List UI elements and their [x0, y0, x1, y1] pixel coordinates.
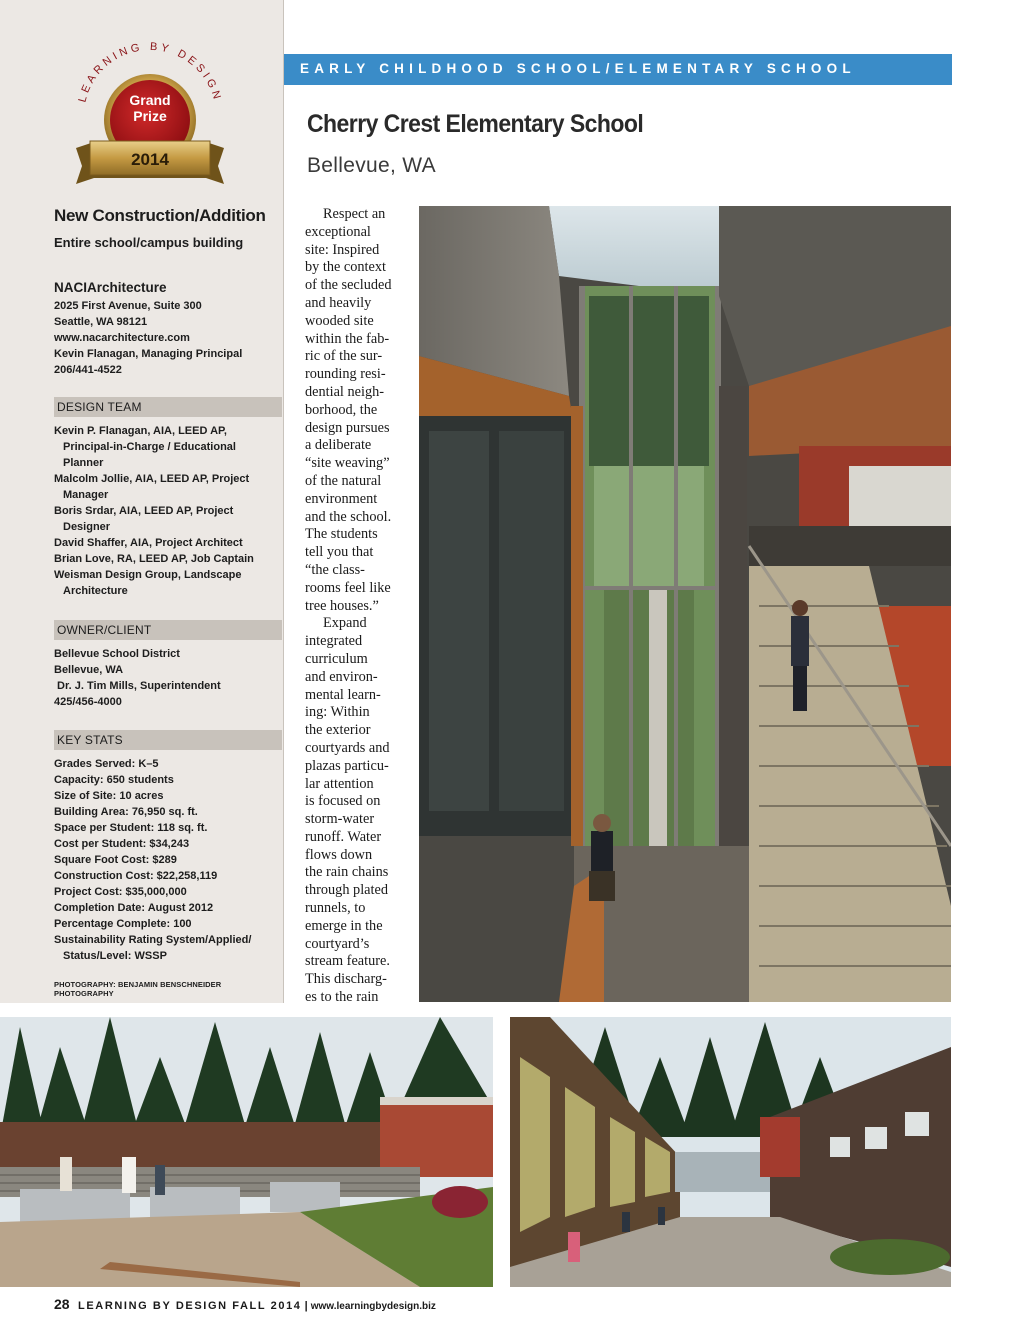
- body-line: courtyards and: [305, 739, 390, 756]
- body-line: courtyard’s: [305, 935, 370, 952]
- list-item: Bellevue, WA: [54, 664, 124, 676]
- body-line: plazas particu-: [305, 757, 389, 774]
- list-item: Size of Site: 10 acres: [54, 790, 164, 802]
- list-item: Space per Student: 118 sq. ft.: [54, 822, 208, 834]
- body-line: and environ-: [305, 668, 378, 685]
- owner-client-list: [54, 646, 280, 710]
- body-line: runnels, to: [305, 900, 366, 917]
- list-item: Planner: [63, 457, 104, 469]
- page-subtitle: Bellevue, WA: [307, 154, 436, 177]
- body-line: through plated: [305, 882, 388, 899]
- award-badge: [60, 38, 240, 198]
- list-item: Sustainability Rating System/Applied/: [54, 934, 252, 946]
- photo-credit: PHOTOGRAPHY: BENJAMIN BENSCHNEIDER PHOTOGRAPHY: [54, 980, 222, 998]
- list-item: Malcolm Jollie, AIA, LEED AP, Project: [54, 473, 250, 485]
- body-line: exceptional: [305, 223, 371, 240]
- courtyard-photo: [510, 1017, 951, 1287]
- body-line: This discharg-: [305, 971, 387, 988]
- badge-year-text: 2014: [131, 150, 169, 169]
- body-line: and heavily: [305, 294, 372, 311]
- body-line: lar attention: [305, 775, 374, 792]
- footer-separator: |: [301, 1300, 311, 1312]
- body-line: integrated: [305, 633, 363, 650]
- firm-phone: 206/441-4522: [54, 364, 122, 376]
- list-item: Boris Srdar, AIA, LEED AP, Project: [54, 505, 234, 517]
- list-item: Status/Level: WSSP: [63, 950, 167, 962]
- award-subcategory: Entire school/campus building: [54, 235, 244, 250]
- list-item: Manager: [63, 489, 109, 501]
- list-item: Brian Love, RA, LEED AP, Job Captain: [54, 553, 254, 565]
- list-item: Bellevue School District: [54, 648, 180, 660]
- key-stats-heading: KEY STATS: [54, 730, 282, 750]
- body-line: of the natural: [305, 472, 382, 489]
- rooftop-garden-photo: [0, 1017, 493, 1287]
- body-line: “the class-: [305, 561, 365, 578]
- body-line: runoff. Water: [305, 828, 382, 845]
- body-line: mental learn-: [305, 686, 381, 703]
- body-line: environment: [305, 490, 378, 507]
- atrium-stair-photo: [419, 206, 951, 1002]
- list-item: Grades Served: K–5: [54, 758, 159, 770]
- body-line: and the school.: [305, 508, 392, 525]
- badge-arc-text: LEARNING BY DESIGN: [76, 40, 224, 104]
- list-item: 425/456-4000: [54, 696, 122, 708]
- sidebar: [0, 0, 284, 1003]
- body-line: Respect an: [323, 206, 386, 222]
- body-line: curriculum: [305, 650, 368, 667]
- list-item: Weisman Design Group, Landscape: [54, 569, 242, 581]
- article-body: [305, 206, 405, 1006]
- body-line: site: Inspired: [305, 241, 380, 258]
- page-title: Cherry Crest Elementary School: [307, 110, 644, 138]
- firm-city: Seattle, WA 98121: [54, 316, 148, 328]
- list-item: Kevin P. Flanagan, AIA, LEED AP,: [54, 425, 227, 437]
- page-number: 28: [54, 1296, 70, 1312]
- body-line: by the context: [305, 259, 386, 276]
- list-item: Construction Cost: $22,258,119: [54, 870, 218, 882]
- body-line: ric of the sur-: [305, 348, 383, 365]
- page-footer: [54, 1296, 436, 1314]
- body-line: borhood, the: [305, 401, 378, 418]
- body-line: tree houses.”: [305, 597, 379, 614]
- body-line: is focused on: [305, 793, 381, 810]
- badge-grand-text: Grand: [129, 92, 171, 108]
- body-line: wooded site: [305, 312, 374, 329]
- owner-client-heading: OWNER/CLIENT: [54, 620, 282, 640]
- body-line: emerge in the: [305, 917, 383, 934]
- body-line: The students: [305, 526, 378, 543]
- badge-prize-text: Prize: [133, 108, 167, 124]
- list-item: Dr. J. Tim Mills, Superintendent: [54, 680, 221, 692]
- body-line: “site weaving”: [305, 455, 390, 472]
- body-line: es to the rain: [305, 989, 379, 1006]
- award-seal-icon: [60, 38, 240, 198]
- key-stats-list: [54, 756, 280, 964]
- footer-url[interactable]: www.learningbydesign.biz: [310, 1301, 436, 1312]
- list-item: Square Foot Cost: $289: [54, 854, 177, 866]
- body-line: stream feature.: [305, 953, 390, 970]
- body-line: dential neigh-: [305, 383, 385, 400]
- body-line: Expand: [323, 615, 367, 632]
- design-team-heading: DESIGN TEAM: [54, 397, 282, 417]
- list-item: Completion Date: August 2012: [54, 902, 214, 914]
- firm-address: 2025 First Avenue, Suite 300: [54, 300, 202, 312]
- list-item: Building Area: 76,950 sq. ft.: [54, 806, 198, 818]
- body-line: flows down: [305, 846, 373, 863]
- body-line: of the secluded: [305, 277, 392, 294]
- list-item: Cost per Student: $34,243: [54, 838, 190, 850]
- footer-publication: LEARNING BY DESIGN FALL 2014: [78, 1300, 302, 1312]
- body-line: a deliberate: [305, 437, 372, 454]
- body-line: rooms feel like: [305, 579, 391, 596]
- body-line: rounding resi-: [305, 366, 386, 383]
- list-item: Capacity: 650 students: [54, 774, 174, 786]
- body-line: storm-water: [305, 811, 375, 828]
- list-item: Designer: [63, 521, 111, 533]
- body-line: the exterior: [305, 722, 371, 739]
- list-item: Project Cost: $35,000,000: [54, 886, 187, 898]
- body-line: ing: Within: [305, 704, 370, 721]
- firm-contact-person: Kevin Flanagan, Managing Principal: [54, 348, 243, 360]
- design-team-list: [54, 423, 280, 599]
- body-line: within the fab-: [305, 330, 390, 347]
- list-item: David Shaffer, AIA, Project Architect: [54, 537, 243, 549]
- list-item: Principal-in-Charge / Educational: [63, 441, 236, 453]
- firm-contact: [54, 298, 280, 378]
- body-line: the rain chains: [305, 864, 389, 881]
- firm-website: www.nacarchitecture.com: [54, 332, 190, 344]
- firm-name: NACIArchitecture: [54, 280, 167, 295]
- award-category: New Construction/Addition: [54, 206, 266, 225]
- body-line: tell you that: [305, 544, 374, 561]
- section-bar: EARLY CHILDHOOD SCHOOL/ELEMENTARY SCHOOL: [284, 54, 952, 85]
- list-item: Percentage Complete: 100: [54, 918, 192, 930]
- body-line: design pursues: [305, 419, 390, 436]
- list-item: Architecture: [63, 585, 128, 597]
